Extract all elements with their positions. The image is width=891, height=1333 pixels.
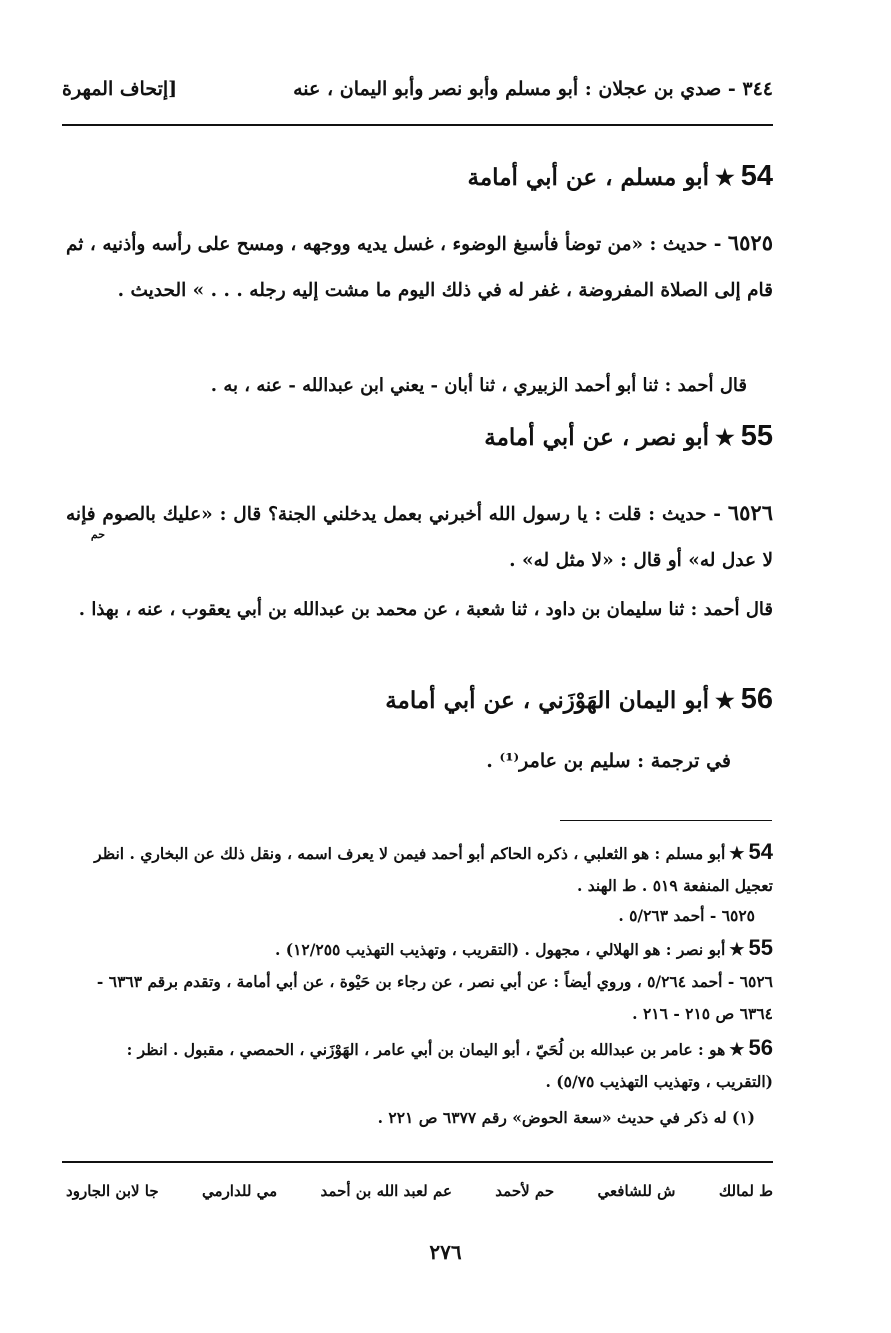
section-title: أبو نصر ، عن أبي أمامة [484, 424, 709, 451]
footnote-56 [66, 1032, 773, 1098]
footnote-text: هو : عامر بن عبدالله بن لُحَيّ ، أبو اليمان بن أبي عامر ، الهَوْزَني ، الحمصي ، مقبول . انظر : (التقريب ، وتهذيب التهذيب ٥/٧٥) . [126, 1040, 773, 1091]
hadith-text: - حديث : قلت : يا رسول الله أخبرني بعمل يدخلني الجنة؟ قال : «عليك بالصوم فإنه لا عدل له» أو قال : «لا مثل له» . [66, 504, 773, 571]
section-number: 54 [740, 160, 773, 192]
section-title: أبو مسلم ، عن أبي أمامة [467, 164, 709, 191]
star-icon: ★ [715, 425, 735, 451]
siglum-darimi: مي للدارمي [202, 1182, 278, 1200]
siglum-shafii: ش للشافعي [597, 1182, 676, 1200]
book-title: [إتحاف المهرة [62, 78, 178, 100]
footnote-text: أبو مسلم : هو الثعلبي ، ذكره الحاكم أبو أحمد فيمن لا يعرف اسمه ، ونقل ذلك عن البخاري . انظر تعجيل المنفعة ٥١٩ . ط الهند . [94, 844, 773, 895]
footnote-6526: ٦٥٢٦ - أحمد ٥/٢٦٤ ، وروي أيضاً : عن أبي نصر ، عن رجاء بن حَيْوة ، عن أبي أمامة ، وتقدم برقم ٦٣٦٣ - ٦٣٦٤ ص ٢١٥ - ٢١٦ . [96, 972, 773, 1023]
running-title: ٣٤٤ - صدي بن عجلان : أبو مسلم وأبو نصر وأبو اليمان ، عنه [293, 78, 773, 100]
hadith-text: - حديث : «من توضأ فأسبغ الوضوء ، غسل يديه ووجهه ، ومسح على رأسه وأذنيه ، ثم قام إلى الصلاة المفروضة ، غفر له في ذلك اليوم ما مشت إليه رجله . . . » الحديث . [66, 234, 773, 301]
header-rule [62, 124, 773, 126]
section-heading-56 [385, 683, 773, 716]
hadith-6525 [66, 220, 773, 314]
hadith-6526 [66, 490, 773, 584]
star-icon: ★ [715, 688, 735, 714]
sigla-legend [66, 1182, 773, 1200]
footnote-number: 56 [748, 1035, 773, 1060]
footnote-54 [66, 836, 773, 902]
siglum-jarud: جا لابن الجارود [66, 1182, 159, 1200]
star-icon: ★ [729, 940, 745, 960]
siglum-abdullah: عم لعبد الله بن أحمد [320, 1182, 452, 1200]
star-icon: ★ [715, 165, 735, 191]
section-title: أبو اليمان الهَوْزَني ، عن أبي أمامة [385, 687, 709, 714]
star-icon: ★ [729, 1040, 745, 1060]
hadith-number: ٦٥٢٥ [727, 230, 773, 255]
footnote-rule [560, 820, 772, 821]
siglum-malik: ط لمالك [718, 1182, 773, 1200]
section-heading-55 [484, 420, 773, 453]
footnote-55 [66, 932, 773, 966]
footnote-6525: ٦٥٢٥ - أحمد ٥/٢٦٣ . [618, 906, 755, 925]
section-number: 56 [740, 683, 773, 715]
star-icon: ★ [729, 844, 745, 864]
section-number: 55 [740, 420, 773, 452]
chain-6525: قال أحمد : ثنا أبو أحمد الزبيري ، ثنا أبان - يعني ابن عبدالله - عنه ، به . [210, 375, 747, 396]
bottom-rule [62, 1161, 773, 1163]
footnote-1: (١) له ذكر في حديث «سعة الحوض» رقم ٦٣٧٧ ص ٢٢١ . [377, 1108, 755, 1127]
footnote-text: أبو نصر : هو الهلالي ، مجهول . (التقريب ، وتهذيب التهذيب ١٢/٢٥٥) . [274, 940, 726, 959]
siglum-ahmad: حم لأحمد [495, 1182, 555, 1200]
hadith-number: ٦٥٢٦ [727, 500, 773, 525]
footnote-number: 55 [748, 935, 773, 960]
footnote-number: 54 [748, 839, 773, 864]
page-number: ٢٧٦ [429, 1240, 462, 1264]
chain-6526: قال أحمد : ثنا سليمان بن داود ، ثنا شعبة ، عن محمد بن عبدالله بن أبي يعقوب ، عنه ، بهذا . [78, 599, 773, 620]
siglum-hm: حم [90, 528, 105, 541]
section-heading-54 [468, 160, 773, 193]
tarjama-reference: في ترجمة : سليم بن عامر⁽¹⁾ . [486, 750, 731, 772]
